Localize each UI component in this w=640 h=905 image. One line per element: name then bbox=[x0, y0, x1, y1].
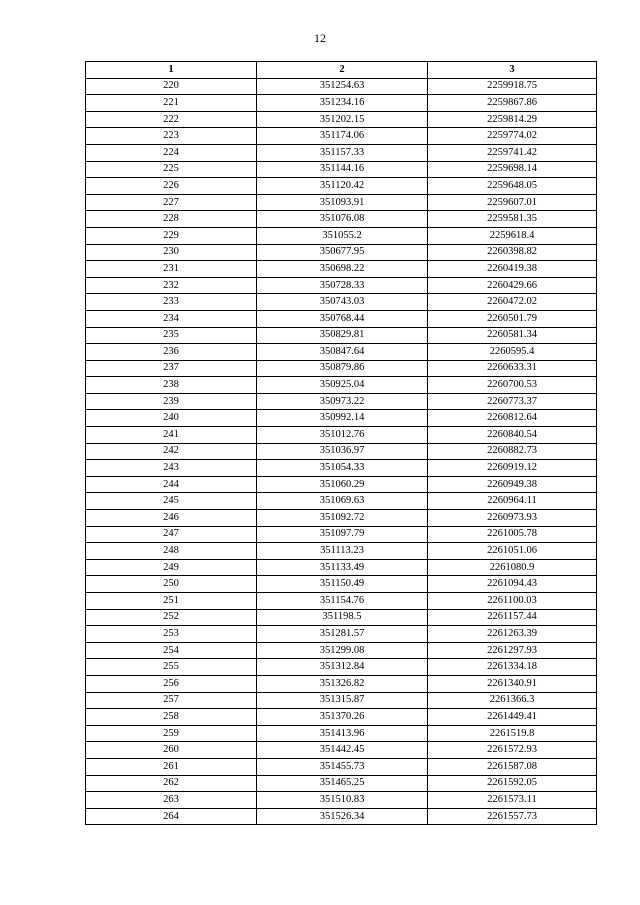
y-coordinate-cell: 2260773.37 bbox=[428, 393, 597, 410]
y-coordinate-cell: 2261592.05 bbox=[428, 775, 597, 792]
y-coordinate-cell: 2261573.11 bbox=[428, 792, 597, 809]
x-coordinate-cell: 351526.34 bbox=[257, 808, 428, 825]
point-number-cell: 221 bbox=[86, 95, 257, 112]
y-coordinate-cell: 2260633.31 bbox=[428, 360, 597, 377]
x-coordinate-cell: 351076.08 bbox=[257, 211, 428, 228]
y-coordinate-cell: 2260501.79 bbox=[428, 310, 597, 327]
x-coordinate-cell: 350992.14 bbox=[257, 410, 428, 427]
y-coordinate-cell: 2261297.93 bbox=[428, 642, 597, 659]
point-number-cell: 254 bbox=[86, 642, 257, 659]
table-row bbox=[86, 576, 597, 593]
point-number-cell: 227 bbox=[86, 194, 257, 211]
y-coordinate-cell: 2261157.44 bbox=[428, 609, 597, 626]
y-coordinate-cell: 2260398.82 bbox=[428, 244, 597, 261]
table-row bbox=[86, 377, 597, 394]
y-coordinate-cell: 2259918.75 bbox=[428, 78, 597, 95]
table-row bbox=[86, 493, 597, 510]
y-coordinate-cell: 2261449.41 bbox=[428, 709, 597, 726]
table-row bbox=[86, 526, 597, 543]
point-number-cell: 231 bbox=[86, 261, 257, 278]
x-coordinate-cell: 351036.97 bbox=[257, 443, 428, 460]
y-coordinate-cell: 2260472.02 bbox=[428, 294, 597, 311]
x-coordinate-cell: 351144.16 bbox=[257, 161, 428, 178]
x-coordinate-cell: 351092.72 bbox=[257, 510, 428, 527]
x-coordinate-cell: 350973.22 bbox=[257, 393, 428, 410]
y-coordinate-cell: 2259648.05 bbox=[428, 178, 597, 195]
x-coordinate-cell: 351113.23 bbox=[257, 543, 428, 560]
table-row bbox=[86, 659, 597, 676]
table-row bbox=[86, 775, 597, 792]
table-row bbox=[86, 692, 597, 709]
table-row bbox=[86, 178, 597, 195]
x-coordinate-cell: 351069.63 bbox=[257, 493, 428, 510]
point-number-cell: 262 bbox=[86, 775, 257, 792]
table-row bbox=[86, 294, 597, 311]
y-coordinate-cell: 2260949.38 bbox=[428, 476, 597, 493]
point-number-cell: 225 bbox=[86, 161, 257, 178]
table-row bbox=[86, 559, 597, 576]
point-number-cell: 247 bbox=[86, 526, 257, 543]
point-number-cell: 230 bbox=[86, 244, 257, 261]
y-coordinate-cell: 2259581.35 bbox=[428, 211, 597, 228]
x-coordinate-cell: 350925.04 bbox=[257, 377, 428, 394]
x-coordinate-cell: 350677.95 bbox=[257, 244, 428, 261]
x-coordinate-cell: 351150.49 bbox=[257, 576, 428, 593]
table-row bbox=[86, 410, 597, 427]
y-coordinate-cell: 2260595.4 bbox=[428, 344, 597, 361]
y-coordinate-cell: 2259814.29 bbox=[428, 111, 597, 128]
table-row bbox=[86, 543, 597, 560]
y-coordinate-cell: 2260429.66 bbox=[428, 277, 597, 294]
point-number-cell: 259 bbox=[86, 725, 257, 742]
x-coordinate-cell: 351198.5 bbox=[257, 609, 428, 626]
table-body bbox=[86, 78, 597, 825]
table-row bbox=[86, 609, 597, 626]
point-number-cell: 226 bbox=[86, 178, 257, 195]
y-coordinate-cell: 2259618.4 bbox=[428, 227, 597, 244]
y-coordinate-cell: 2261366.3 bbox=[428, 692, 597, 709]
y-coordinate-cell: 2261587.08 bbox=[428, 758, 597, 775]
x-coordinate-cell: 350728.33 bbox=[257, 277, 428, 294]
page-number: 12 bbox=[314, 31, 326, 45]
point-number-cell: 246 bbox=[86, 510, 257, 527]
point-number-cell: 249 bbox=[86, 559, 257, 576]
x-coordinate-cell: 351157.33 bbox=[257, 144, 428, 161]
point-number-cell: 240 bbox=[86, 410, 257, 427]
point-number-cell: 251 bbox=[86, 593, 257, 610]
x-coordinate-cell: 351315.87 bbox=[257, 692, 428, 709]
point-number-cell: 261 bbox=[86, 758, 257, 775]
x-coordinate-cell: 350743.03 bbox=[257, 294, 428, 311]
x-coordinate-cell: 351055.2 bbox=[257, 227, 428, 244]
x-coordinate-cell: 351442.45 bbox=[257, 742, 428, 759]
x-coordinate-cell: 351154.76 bbox=[257, 593, 428, 610]
table-row bbox=[86, 443, 597, 460]
y-coordinate-cell: 2259698.14 bbox=[428, 161, 597, 178]
x-coordinate-cell: 351120.42 bbox=[257, 178, 428, 195]
point-number-cell: 236 bbox=[86, 344, 257, 361]
x-coordinate-cell: 351370.26 bbox=[257, 709, 428, 726]
point-number-cell: 228 bbox=[86, 211, 257, 228]
point-number-cell: 237 bbox=[86, 360, 257, 377]
table-row bbox=[86, 510, 597, 527]
point-number-cell: 244 bbox=[86, 476, 257, 493]
y-coordinate-cell: 2261094.43 bbox=[428, 576, 597, 593]
x-coordinate-cell: 351060.29 bbox=[257, 476, 428, 493]
x-coordinate-cell: 351093.91 bbox=[257, 194, 428, 211]
point-number-cell: 229 bbox=[86, 227, 257, 244]
table-row bbox=[86, 161, 597, 178]
y-coordinate-cell: 2261051.06 bbox=[428, 543, 597, 560]
point-number-cell: 222 bbox=[86, 111, 257, 128]
y-coordinate-cell: 2260840.54 bbox=[428, 427, 597, 444]
point-number-cell: 233 bbox=[86, 294, 257, 311]
table-row bbox=[86, 393, 597, 410]
table-row bbox=[86, 460, 597, 477]
column-header-2: 2 bbox=[257, 62, 428, 79]
x-coordinate-cell: 351133.49 bbox=[257, 559, 428, 576]
y-coordinate-cell: 2260919.12 bbox=[428, 460, 597, 477]
y-coordinate-cell: 2260812.64 bbox=[428, 410, 597, 427]
y-coordinate-cell: 2261334.18 bbox=[428, 659, 597, 676]
point-number-cell: 234 bbox=[86, 310, 257, 327]
table-row bbox=[86, 626, 597, 643]
y-coordinate-cell: 2260973.93 bbox=[428, 510, 597, 527]
point-number-cell: 248 bbox=[86, 543, 257, 560]
table-row bbox=[86, 808, 597, 825]
point-number-cell: 252 bbox=[86, 609, 257, 626]
table-row bbox=[86, 194, 597, 211]
x-coordinate-cell: 351510.83 bbox=[257, 792, 428, 809]
y-coordinate-cell: 2260419.38 bbox=[428, 261, 597, 278]
point-number-cell: 220 bbox=[86, 78, 257, 95]
point-number-cell: 250 bbox=[86, 576, 257, 593]
table-row bbox=[86, 344, 597, 361]
x-coordinate-cell: 351326.82 bbox=[257, 675, 428, 692]
y-coordinate-cell: 2261340.91 bbox=[428, 675, 597, 692]
x-coordinate-cell: 351097.79 bbox=[257, 526, 428, 543]
table-header-row bbox=[86, 62, 597, 79]
table-row bbox=[86, 261, 597, 278]
x-coordinate-cell: 351254.63 bbox=[257, 78, 428, 95]
x-coordinate-cell: 351202.15 bbox=[257, 111, 428, 128]
point-number-cell: 257 bbox=[86, 692, 257, 709]
y-coordinate-cell: 2261519.8 bbox=[428, 725, 597, 742]
table-row bbox=[86, 742, 597, 759]
point-number-cell: 235 bbox=[86, 327, 257, 344]
table-row bbox=[86, 476, 597, 493]
y-coordinate-cell: 2260882.73 bbox=[428, 443, 597, 460]
point-number-cell: 223 bbox=[86, 128, 257, 145]
y-coordinate-cell: 2259774.02 bbox=[428, 128, 597, 145]
point-number-cell: 239 bbox=[86, 393, 257, 410]
table-row bbox=[86, 227, 597, 244]
table-row bbox=[86, 277, 597, 294]
table-row bbox=[86, 792, 597, 809]
x-coordinate-cell: 351455.73 bbox=[257, 758, 428, 775]
y-coordinate-cell: 2259607.01 bbox=[428, 194, 597, 211]
point-number-cell: 242 bbox=[86, 443, 257, 460]
point-number-cell: 241 bbox=[86, 427, 257, 444]
x-coordinate-cell: 351174.06 bbox=[257, 128, 428, 145]
point-number-cell: 264 bbox=[86, 808, 257, 825]
table-row bbox=[86, 427, 597, 444]
x-coordinate-cell: 350847.64 bbox=[257, 344, 428, 361]
y-coordinate-cell: 2260581.34 bbox=[428, 327, 597, 344]
table-row bbox=[86, 327, 597, 344]
x-coordinate-cell: 351054.33 bbox=[257, 460, 428, 477]
x-coordinate-cell: 351012.76 bbox=[257, 427, 428, 444]
table-row bbox=[86, 360, 597, 377]
y-coordinate-cell: 2260700.53 bbox=[428, 377, 597, 394]
table-row bbox=[86, 128, 597, 145]
y-coordinate-cell: 2259867.86 bbox=[428, 95, 597, 112]
point-number-cell: 232 bbox=[86, 277, 257, 294]
point-number-cell: 253 bbox=[86, 626, 257, 643]
y-coordinate-cell: 2261572.93 bbox=[428, 742, 597, 759]
point-number-cell: 258 bbox=[86, 709, 257, 726]
point-number-cell: 238 bbox=[86, 377, 257, 394]
point-number-cell: 256 bbox=[86, 675, 257, 692]
table-row bbox=[86, 593, 597, 610]
table-row bbox=[86, 211, 597, 228]
x-coordinate-cell: 350879.86 bbox=[257, 360, 428, 377]
x-coordinate-cell: 351234.16 bbox=[257, 95, 428, 112]
x-coordinate-cell: 350698.22 bbox=[257, 261, 428, 278]
table-row bbox=[86, 111, 597, 128]
table-row bbox=[86, 725, 597, 742]
x-coordinate-cell: 351465.25 bbox=[257, 775, 428, 792]
point-number-cell: 245 bbox=[86, 493, 257, 510]
point-number-cell: 243 bbox=[86, 460, 257, 477]
table-row bbox=[86, 144, 597, 161]
x-coordinate-cell: 350829.81 bbox=[257, 327, 428, 344]
point-number-cell: 224 bbox=[86, 144, 257, 161]
x-coordinate-cell: 351312.84 bbox=[257, 659, 428, 676]
table-row bbox=[86, 244, 597, 261]
x-coordinate-cell: 351413.96 bbox=[257, 725, 428, 742]
point-number-cell: 255 bbox=[86, 659, 257, 676]
table-row bbox=[86, 758, 597, 775]
y-coordinate-cell: 2259741.42 bbox=[428, 144, 597, 161]
column-header-3: 3 bbox=[428, 62, 597, 79]
table-row bbox=[86, 709, 597, 726]
table-row bbox=[86, 675, 597, 692]
x-coordinate-cell: 350768.44 bbox=[257, 310, 428, 327]
y-coordinate-cell: 2261100.03 bbox=[428, 593, 597, 610]
coordinates-table bbox=[85, 61, 597, 825]
column-header-1: 1 bbox=[86, 62, 257, 79]
y-coordinate-cell: 2261557.73 bbox=[428, 808, 597, 825]
x-coordinate-cell: 351299.08 bbox=[257, 642, 428, 659]
table-row bbox=[86, 95, 597, 112]
table-row bbox=[86, 78, 597, 95]
x-coordinate-cell: 351281.57 bbox=[257, 626, 428, 643]
y-coordinate-cell: 2261005.78 bbox=[428, 526, 597, 543]
y-coordinate-cell: 2261080.9 bbox=[428, 559, 597, 576]
table-row bbox=[86, 310, 597, 327]
table-row bbox=[86, 642, 597, 659]
point-number-cell: 260 bbox=[86, 742, 257, 759]
point-number-cell: 263 bbox=[86, 792, 257, 809]
y-coordinate-cell: 2261263.39 bbox=[428, 626, 597, 643]
y-coordinate-cell: 2260964.11 bbox=[428, 493, 597, 510]
